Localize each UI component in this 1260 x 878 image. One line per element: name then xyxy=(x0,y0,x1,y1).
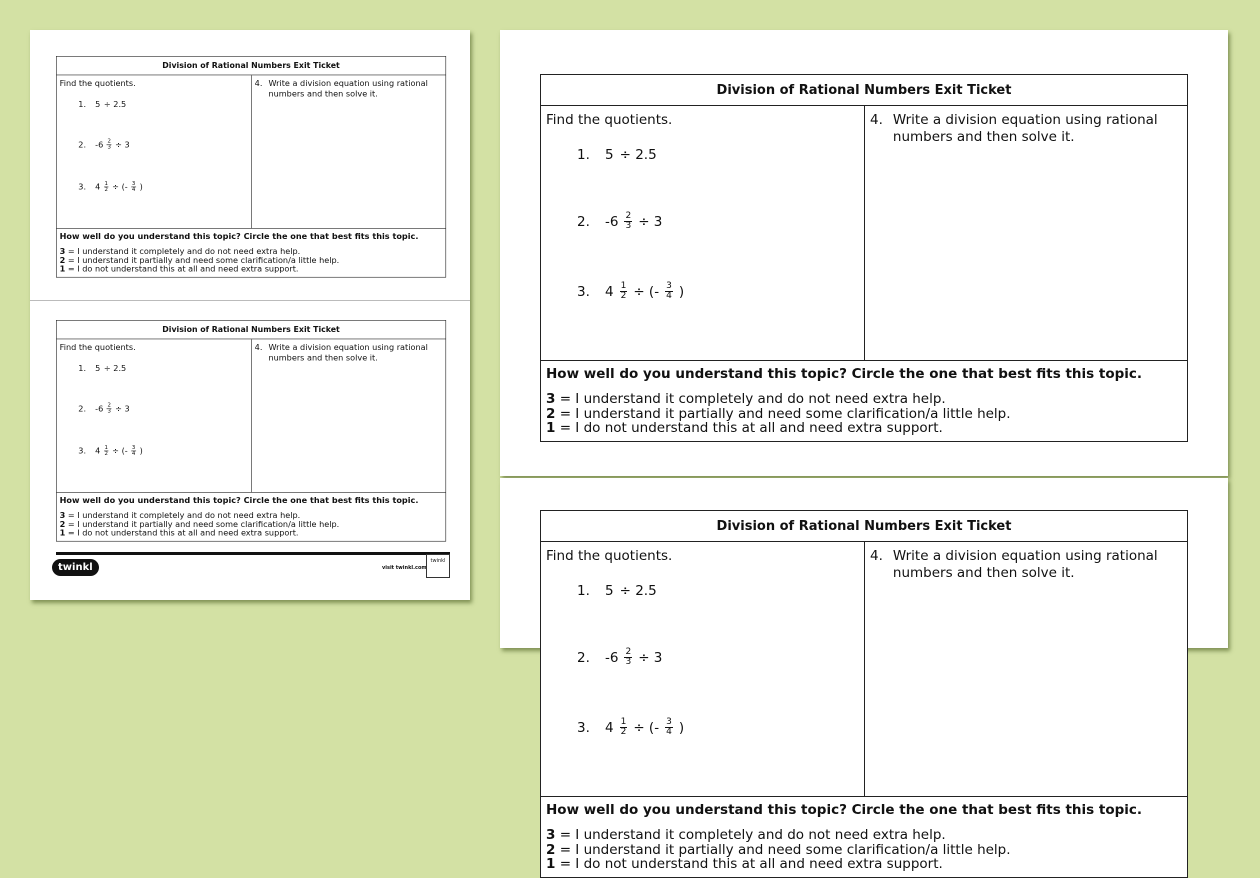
ticket-title: Division of Rational Numbers Exit Ticket xyxy=(541,511,1187,542)
quotients-section xyxy=(57,75,252,228)
find-quotients-label: Find the quotients. xyxy=(59,78,136,89)
quotients-section xyxy=(57,339,252,492)
rating-1: 1 = I do not understand this at all and need extra support. xyxy=(59,528,299,538)
task-text: Write a division equation using rational numbers and then solve it. xyxy=(268,342,428,363)
visit-link: visit twinkl.com xyxy=(382,565,427,571)
preview-page-large-2 xyxy=(500,478,1228,872)
question-3: 3. 4 $\frac{1}{2}$ ÷ (- $\frac{3}{4}$ ) xyxy=(78,180,143,193)
exit-ticket xyxy=(56,56,446,278)
cut-line xyxy=(30,300,470,301)
question-2: 2. -6 $\frac{2}{3}$ ÷ 3 xyxy=(577,211,663,231)
ticket-title: Division of Rational Numbers Exit Ticket xyxy=(57,321,446,340)
find-quotients-label: Find the quotients. xyxy=(546,112,673,128)
rating-3: 3 = I understand it completely and do not need extra help. xyxy=(59,510,301,521)
question-2: 2. -6 $\frac{2}{3}$ ÷ 3 xyxy=(78,402,130,415)
exit-ticket xyxy=(56,320,446,542)
question-3: 3. 4 $\frac{1}{2}$ ÷ (- $\frac{3}{4}$ ) xyxy=(78,444,143,457)
question-1: 1. 5 ÷ 2.5 xyxy=(78,363,127,374)
self-assessment: How well do you understand this topic? Circle the one that best fits this topic. 3 = I understand it completely and do not need extra help. 2 = I understand it partially and need some clarification/a little help. 1 = I do not understand this at all and need extra support. xyxy=(57,493,446,541)
quotients-section xyxy=(541,106,865,360)
preview-page-large xyxy=(500,30,1228,476)
rating-2: 2 = I understand it partially and need some clarification/a little help. xyxy=(59,519,340,530)
equation-section: 4. Write a division equation using rational numbers and then solve it. xyxy=(252,75,446,228)
equation-section: 4. Write a division equation using rational numbers and then solve it. xyxy=(252,339,446,492)
quotients-section xyxy=(541,542,865,796)
equation-section: 4. Write a division equation using rational numbers and then solve it. xyxy=(865,542,1187,796)
self-assessment: How well do you understand this topic? Circle the one that best fits this topic. 3 = I understand it completely and do not need extra help. 2 = I understand it partially and need some clarification/a little help. 1 = I do not understand this at all and need extra support. xyxy=(541,361,1187,441)
rating-2: 2 = I understand it partially and need some clarification/a little help. xyxy=(546,841,1011,858)
rating-3: 3 = I understand it completely and do not need extra help. xyxy=(546,391,946,407)
question-1: 1. 5 ÷ 2.5 xyxy=(577,147,657,163)
exit-ticket xyxy=(540,510,1188,878)
question-2: 2. -6 $\frac{2}{3}$ ÷ 3 xyxy=(78,138,130,151)
footer-divider xyxy=(56,552,450,555)
twinkl-badge: twinkl xyxy=(426,554,450,578)
rating-1: 1 = I do not understand this at all and need extra support. xyxy=(546,420,943,436)
rating-1: 1 = I do not understand this at all and need extra support. xyxy=(59,264,299,274)
preview-page-small xyxy=(30,30,470,600)
rating-2: 2 = I understand it partially and need some clarification/a little help. xyxy=(546,405,1011,422)
task-text: Write a division equation using rational numbers and then solve it. xyxy=(268,78,428,99)
question-1: 1. 5 ÷ 2.5 xyxy=(78,99,127,110)
question-3: 3. 4 $\frac{1}{2}$ ÷ (- $\frac{3}{4}$ ) xyxy=(577,717,685,737)
question-2: 2. -6 $\frac{2}{3}$ ÷ 3 xyxy=(577,647,663,667)
rating-3: 3 = I understand it completely and do not need extra help. xyxy=(59,246,301,257)
question-3: 3. 4 $\frac{1}{2}$ ÷ (- $\frac{3}{4}$ ) xyxy=(577,281,685,301)
self-assessment: How well do you understand this topic? Circle the one that best fits this topic. 3 = I understand it completely and do not need extra help. 2 = I understand it partially and need some clarification/a little help. 1 = I do not understand this at all and need extra support. xyxy=(541,797,1187,877)
rating-3: 3 = I understand it completely and do not need extra help. xyxy=(546,827,946,843)
self-assessment: How well do you understand this topic? Circle the one that best fits this topic. 3 = I understand it completely and do not need extra help. 2 = I understand it partially and need some clarification/a little help. 1 = I do not understand this at all and need extra support. xyxy=(57,229,446,277)
find-quotients-label: Find the quotients. xyxy=(546,548,673,564)
equation-section: 4. Write a division equation using rational numbers and then solve it. xyxy=(865,106,1187,360)
ticket-title: Division of Rational Numbers Exit Ticket xyxy=(57,57,446,76)
twinkl-logo: twinkl xyxy=(52,559,99,576)
task-text: Write a division equation using rational numbers and then solve it. xyxy=(892,548,1158,581)
ticket-title: Division of Rational Numbers Exit Ticket xyxy=(541,75,1187,106)
task-text: Write a division equation using rational numbers and then solve it. xyxy=(892,112,1158,145)
exit-ticket xyxy=(540,74,1188,442)
rating-2: 2 = I understand it partially and need some clarification/a little help. xyxy=(59,255,340,266)
find-quotients-label: Find the quotients. xyxy=(59,342,136,353)
rating-1: 1 = I do not understand this at all and need extra support. xyxy=(546,856,943,872)
question-1: 1. 5 ÷ 2.5 xyxy=(577,583,657,599)
